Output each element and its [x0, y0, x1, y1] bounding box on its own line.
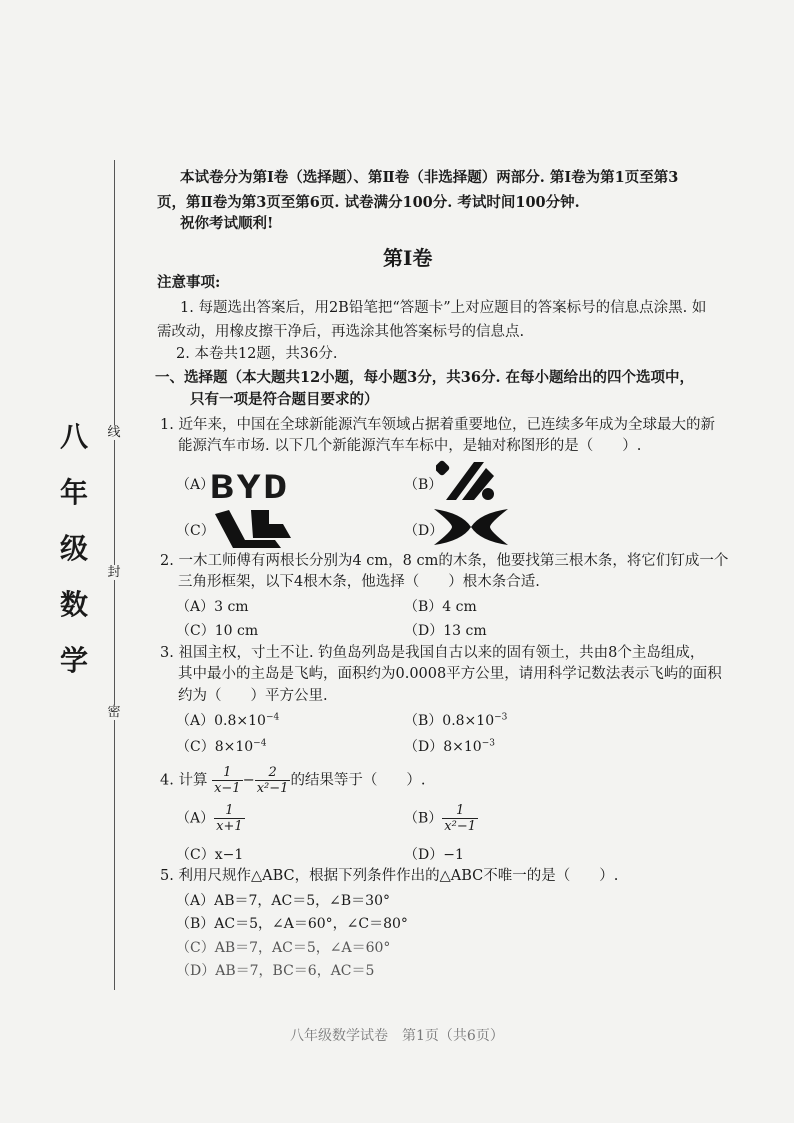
q1-option-b-label: （B） — [404, 477, 443, 493]
q4-fraction-2-denominator: x²−1 — [256, 781, 289, 796]
q3-option-b-exponent: −3 — [494, 712, 508, 723]
logo-b-icon — [436, 460, 498, 502]
section-title: 第Ⅰ卷 — [383, 246, 433, 270]
q3-line-2: 其中最小的主岛是飞屿，面积约为0.0008平方公里，请用科学记数法表示飞屿的面积 — [178, 666, 722, 682]
q4-fraction-1-numerator: 1 — [212, 765, 243, 781]
q3-option-a-value: 0.8×10 — [214, 713, 266, 729]
q5-option-d: （D）AB＝7，BC＝6，AC＝5 — [176, 963, 375, 979]
q3-option-c — [176, 736, 266, 756]
q1-line-2: 能源汽车市场. 以下几个新能源汽车车标中，是轴对称图形的是（ ）. — [178, 438, 642, 454]
intro-line-3: 祝你考试顺利! — [180, 215, 274, 232]
q2-line-1: 2. 一木工师傅有两根长分别为4 cm，8 cm的木条，他要找第三根木条，将它们钉成一个 — [160, 553, 729, 569]
q4-option-b — [404, 803, 478, 834]
q5-option-b: （B）AC＝5，∠A＝60°，∠C＝80° — [176, 916, 408, 932]
q3-option-d-exponent: −3 — [481, 738, 495, 749]
q3-option-b — [404, 710, 507, 730]
intro-line-2: 页，第Ⅱ卷为第3页至第6页. 试卷满分100分. 考试时间100分钟. — [157, 194, 580, 211]
q4-fraction-2 — [255, 765, 291, 796]
q3-option-b-value: 0.8×10 — [442, 713, 495, 729]
q4-option-c: （C）x−1 — [176, 847, 244, 863]
q3-option-a-exponent: −4 — [265, 712, 280, 723]
q4-suffix: 的结果等于（ ）. — [290, 772, 426, 789]
q4-option-d: （D）−1 — [404, 847, 464, 863]
notice-title: 注意事项: — [157, 274, 221, 291]
q4-option-b-fraction — [442, 803, 478, 834]
q1-option-a-label: （A） — [176, 477, 215, 493]
side-title-char: 级 — [59, 532, 88, 565]
side-title-char: 学 — [59, 644, 88, 677]
q4-option-b-label: （B） — [404, 810, 443, 827]
q3-option-d-label: （D） — [404, 739, 444, 755]
q3-option-c-value: 8×10 — [214, 739, 254, 755]
q4-option-a-numerator: 1 — [214, 803, 245, 819]
q4-option-a-fraction — [214, 803, 245, 834]
side-title-char: 数 — [59, 588, 88, 621]
q2-option-b: （B）4 cm — [404, 599, 477, 615]
q4-fraction-2-numerator: 2 — [255, 765, 291, 781]
seal-mark-xian: 线 — [100, 425, 128, 440]
q5-option-c: （C）AB＝7，AC＝5，∠A＝60° — [176, 940, 391, 956]
q4-option-a — [176, 803, 245, 834]
q4-option-a-label: （A） — [176, 810, 215, 827]
q3-option-c-exponent: −4 — [253, 738, 267, 749]
q3-option-c-label: （C） — [176, 739, 215, 755]
q2-option-d: （D）13 cm — [404, 623, 487, 639]
q3-line-1: 3. 祖国主权，寸土不让. 钓鱼岛列岛是我国自古以来的固有领土，共由8个主岛组成， — [160, 645, 705, 661]
q5-line-1: 5. 利用尺规作△ABC，根据下列条件作出的△ABC不唯一的是（ ）. — [160, 868, 619, 884]
part-heading-line-1: 一、选择题（本大题共12小题，每小题3分，共36分. 在每小题给出的四个选项中， — [155, 369, 695, 386]
q4-fraction-1-denominator: x−1 — [214, 781, 241, 796]
q4-option-b-denominator: x²−1 — [444, 819, 477, 834]
q3-option-a-label: （A） — [176, 713, 215, 729]
seal-mark-mi: 密 — [100, 705, 128, 720]
q3-option-b-label: （B） — [404, 713, 443, 729]
side-title-char: 八 — [59, 420, 88, 453]
q1-option-d-label: （D） — [404, 523, 444, 539]
page-footer: 八年级数学试卷 第1页（共6页） — [290, 1028, 504, 1044]
intro-line-1: 本试卷分为第Ⅰ卷（选择题）、第Ⅱ卷（非选择题）两部分. 第Ⅰ卷为第1页至第3 — [180, 169, 679, 186]
notice-2: 2. 本卷共12题，共36分. — [176, 346, 338, 362]
notice-1-line-2: 需改动，用橡皮擦干净后，再选涂其他答案标号的信息点. — [157, 324, 525, 340]
q4-line — [160, 765, 426, 796]
q3-option-d — [404, 736, 495, 756]
byd-logo: BYD — [210, 468, 290, 506]
part-heading-line-2: 只有一项是符合题目要求的） — [190, 391, 379, 408]
q4-prefix: 4. 计算 — [160, 772, 208, 789]
q2-option-c: （C）10 cm — [176, 623, 259, 639]
logo-c-icon — [215, 510, 291, 548]
notice-1-line-1: 1. 每题选出答案后，用2B铅笔把“答题卡”上对应题目的答案标号的信息点涂黑. 如 — [180, 300, 707, 316]
q3-option-a — [176, 710, 279, 730]
q4-option-b-numerator: 1 — [442, 803, 478, 819]
q1-option-c-label: （C） — [176, 523, 215, 539]
seal-mark-feng: 封 — [100, 565, 128, 580]
q2-line-2: 三角形框架，以下4根木条，他选择（ ）根木条合适. — [178, 574, 540, 590]
q2-option-a: （A）3 cm — [176, 599, 249, 615]
q1-line-1: 1. 近年来，中国在全球新能源汽车领域占据着重要地位，已连续多年成为全球最大的新 — [160, 417, 715, 433]
q4-option-a-denominator: x+1 — [216, 819, 243, 834]
logo-d-icon — [432, 507, 510, 547]
q4-fraction-1 — [212, 765, 243, 796]
q5-option-a: （A）AB＝7，AC＝5，∠B＝30° — [176, 893, 390, 909]
q3-line-3: 约为（ ）平方公里. — [178, 688, 328, 704]
q4-minus: − — [242, 772, 255, 789]
side-title — [52, 415, 96, 695]
q3-option-d-value: 8×10 — [443, 739, 482, 755]
side-title-char: 年 — [59, 476, 88, 509]
